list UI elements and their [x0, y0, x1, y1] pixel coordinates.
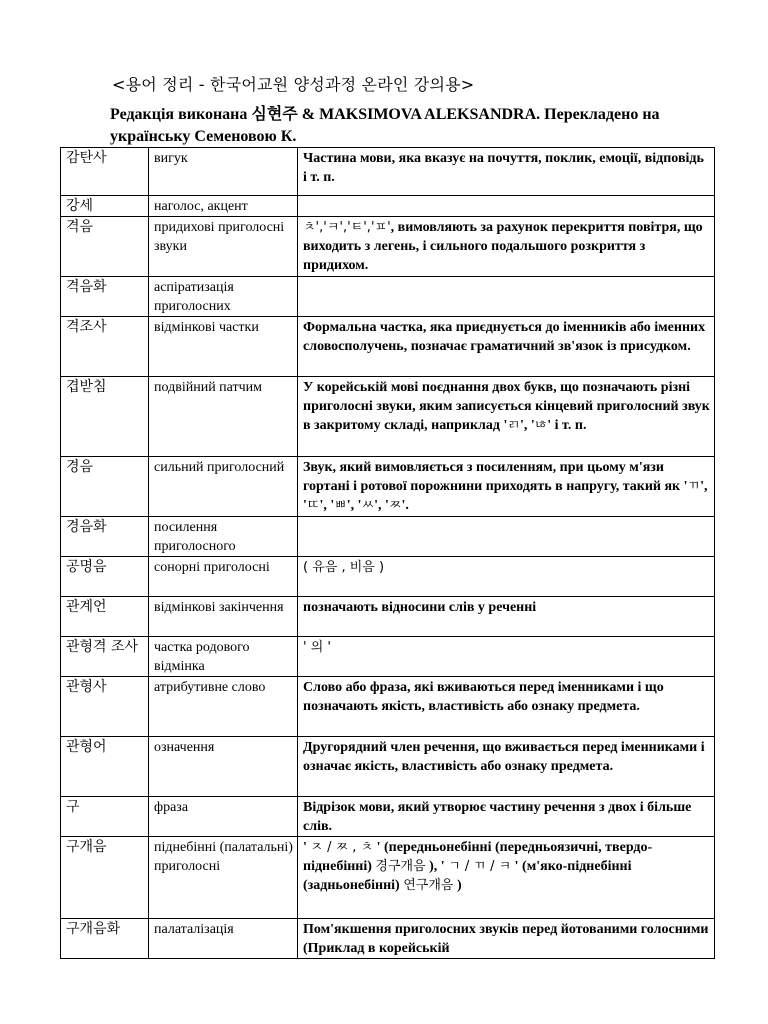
definition-text-fragment: Звук, який вимовляється з посиленням, при цьому м'язи гортані і ротової порожнини приходять в напругу, такий як ' — [303, 460, 688, 494]
table-row — [61, 637, 715, 677]
definition-cell — [298, 557, 715, 597]
table-row — [61, 677, 715, 737]
definition-text-fragment: ) — [453, 878, 462, 893]
korean-term-cell: 감탄사 — [61, 148, 149, 196]
table-row — [61, 217, 715, 277]
ukrainian-term-cell: відмінкові частки — [149, 317, 298, 377]
definition-text-fragment: , вимовляють за рахунок перекриття повітря, що виходить з легень, і сильного подальшого розкриття з придихом. — [303, 220, 703, 273]
definition-text-fragment: ', ' — [319, 498, 335, 513]
korean-term-cell: 관형격 조사 — [61, 637, 149, 677]
korean-text-fragment: ㅉ — [388, 498, 402, 513]
definition-cell — [298, 597, 715, 637]
korean-term-cell: 구 — [61, 797, 149, 837]
ukrainian-term-cell: вигук — [149, 148, 298, 196]
definition-text-fragment: ', ' — [519, 418, 535, 433]
table-row — [61, 457, 715, 517]
definition-cell — [298, 919, 715, 959]
ukrainian-term-cell: означення — [149, 737, 298, 797]
definition-cell — [298, 677, 715, 737]
definition-cell — [298, 637, 715, 677]
korean-text-fragment: ㄶ — [534, 418, 548, 433]
korean-term-cell: 경음 — [61, 457, 149, 517]
table-row — [61, 597, 715, 637]
ukrainian-term-cell: фраза — [149, 797, 298, 837]
ukrainian-term-cell: атрибутивне слово — [149, 677, 298, 737]
definition-cell — [298, 277, 715, 317]
definition-text-fragment: ', ' — [303, 479, 708, 513]
ukrainian-term-cell: частка родового відмінка — [149, 637, 298, 677]
definition-text-fragment: позначають відносини слів у реченні — [303, 600, 537, 615]
definition-cell — [298, 517, 715, 557]
korean-text-fragment: ( 유음 , 비음 ) — [303, 560, 385, 575]
korean-text-fragment: ㅊ','ㅋ','ㅌ','ㅍ' — [303, 220, 391, 235]
ukrainian-term-cell: посилення приголосного — [149, 517, 298, 557]
definition-text-fragment: ), ' — [425, 859, 449, 874]
table-row — [61, 837, 715, 919]
ukrainian-term-cell: сильний приголосний — [149, 457, 298, 517]
definition-text-fragment: ', ' — [346, 498, 362, 513]
definition-cell — [298, 217, 715, 277]
korean-text-fragment: ㄺ — [507, 418, 520, 433]
korean-text-fragment: ㅃ — [334, 498, 347, 513]
korean-term-cell: 관형사 — [61, 677, 149, 737]
table-row — [61, 797, 715, 837]
definition-cell — [298, 377, 715, 457]
table-row — [61, 377, 715, 457]
ukrainian-term-cell: відмінкові закінчення — [149, 597, 298, 637]
definition-cell — [298, 457, 715, 517]
document-subtitle: Редакція виконана 심현주 & MAKSIMOVA ALEKSANDRA. Перекладено на українську Семеновою К. — [110, 106, 660, 145]
korean-term-cell: 관형어 — [61, 737, 149, 797]
definition-cell — [298, 737, 715, 797]
document-title: <용어 정리 - 한국어교원 양성과정 온라인 강의용> — [112, 75, 475, 94]
table-row — [61, 277, 715, 317]
definition-text-fragment: ' і т. п. — [547, 418, 587, 433]
korean-text-fragment: ㅆ — [361, 498, 375, 513]
definition-text-fragment: У корейській мові поєднання двох букв, що позначають різні приголосні звуки, яким записується кінцевий приголосний звук в закритому складі, наприклад ' — [303, 380, 710, 433]
korean-text-fragment: ㄲ — [687, 479, 701, 494]
korean-term-cell: 경음화 — [61, 517, 149, 557]
korean-term-cell: 관계언 — [61, 597, 149, 637]
definition-text-fragment: Пом'якшення приголосних звуків перед йотованими голосними (Приклад в корейській — [303, 922, 709, 956]
definition-text-fragment: '. — [401, 498, 409, 513]
ukrainian-term-cell: подвійний патчим — [149, 377, 298, 457]
table-row — [61, 517, 715, 557]
definition-text-fragment: ' — [303, 840, 311, 855]
ukrainian-term-cell: аспіратизація приголосних — [149, 277, 298, 317]
definition-cell — [298, 797, 715, 837]
table-row — [61, 737, 715, 797]
definition-text-fragment: ' (м'яко-піднебінні (задньонебінні) — [303, 859, 632, 893]
definition-text-fragment: Другорядний член речення, що вживається перед іменниками і означає якість, властивість або ознаку предмета. — [303, 740, 705, 774]
korean-term-cell: 강세 — [61, 196, 149, 217]
korean-term-cell: 구개음 — [61, 837, 149, 919]
table-row — [61, 919, 715, 959]
korean-term-cell: 공명음 — [61, 557, 149, 597]
definition-cell — [298, 196, 715, 217]
korean-text-fragment: 연구개음 — [403, 878, 454, 893]
definition-text-fragment: Відрізок мови, який утворює частину речення з двох і більше слів. — [303, 800, 692, 834]
korean-term-cell: 격조사 — [61, 317, 149, 377]
korean-text-fragment: ㅈ / ㅉ , ㅊ — [310, 840, 374, 855]
definition-text-fragment: ' (передньонебінні (передньоязичні, твердо-піднебінні) — [303, 840, 653, 874]
korean-text-fragment: ㄸ — [306, 498, 320, 513]
ukrainian-term-cell: палаталізація — [149, 919, 298, 959]
table-row — [61, 317, 715, 377]
korean-term-cell: 겹받침 — [61, 377, 149, 457]
ukrainian-term-cell: наголос, акцент — [149, 196, 298, 217]
ukrainian-term-cell: сонорні приголосні — [149, 557, 298, 597]
korean-term-cell: 구개음화 — [61, 919, 149, 959]
ukrainian-term-cell: придихові приголосні звуки — [149, 217, 298, 277]
table-row — [61, 196, 715, 217]
korean-text-fragment: 경구개음 — [375, 859, 426, 874]
definition-cell — [298, 837, 715, 919]
table-row — [61, 148, 715, 196]
korean-text-fragment: ㄱ / ㄲ / ㅋ — [448, 859, 512, 874]
korean-text-fragment: ' 의 ' — [303, 640, 331, 655]
ukrainian-term-cell: піднебінні (палатальні) приголосні — [149, 837, 298, 919]
definition-cell — [298, 148, 715, 196]
glossary-table — [60, 147, 715, 959]
table-row — [61, 557, 715, 597]
definition-cell — [298, 317, 715, 377]
definition-text-fragment: Частина мови, яка вказує на почуття, поклик, емоції, відповідь і т. п. — [303, 151, 704, 185]
definition-text-fragment: Формальна частка, яка приєднується до іменників або іменних словосполучень, позначає граматичний зв'язок із присудком. — [303, 320, 706, 354]
korean-term-cell: 격음 — [61, 217, 149, 277]
definition-text-fragment: ', ' — [374, 498, 389, 513]
korean-term-cell: 격음화 — [61, 277, 149, 317]
definition-text-fragment: Слово або фраза, які вживаються перед іменниками і що позначають якість, властивість або ознаку предмета. — [303, 680, 664, 714]
